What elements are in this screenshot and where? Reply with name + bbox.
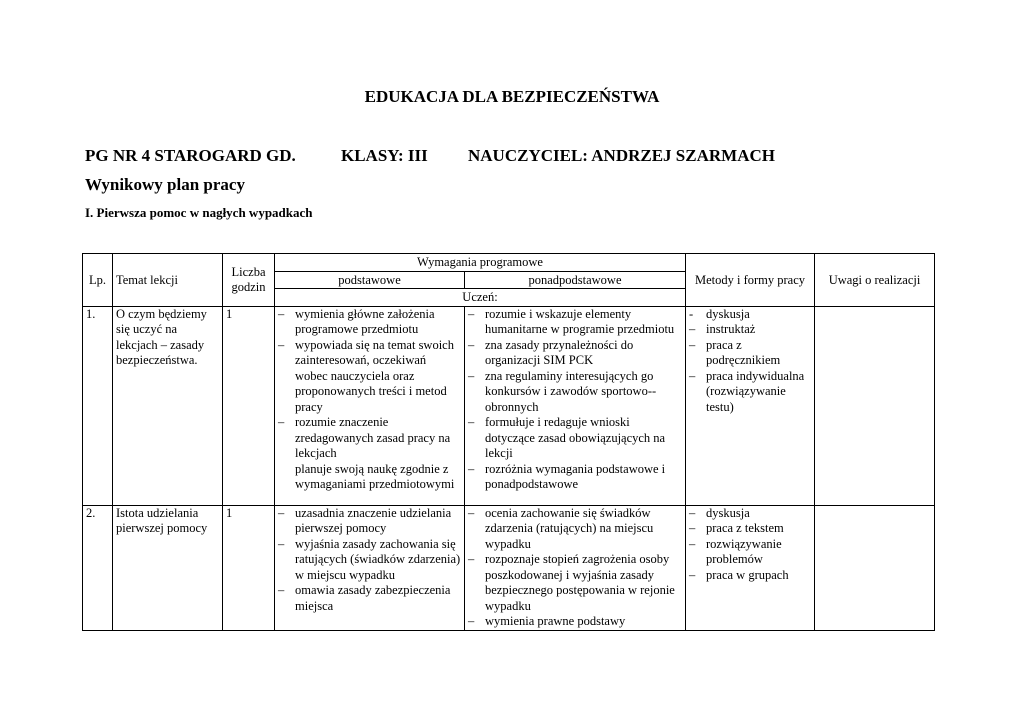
- bullet-dash: –: [468, 368, 475, 383]
- bullet-dash: –: [689, 322, 696, 336]
- list-item: [689, 307, 811, 323]
- list-item: [689, 506, 811, 522]
- list-item: [278, 415, 461, 462]
- header-lp: Lp.: [83, 254, 113, 307]
- header-topic: Temat lekcji: [113, 254, 223, 307]
- list-item: [468, 369, 682, 416]
- list-item: [689, 369, 811, 416]
- row-lp: 2.: [83, 505, 113, 630]
- list-item-text: wypowiada się na temat swoich zainteresowań, oczekiwań wobec nauczyciela oraz proponowanych treści i metod pracy: [295, 337, 454, 414]
- bullet-dash: –: [689, 536, 696, 551]
- list-item: [689, 338, 811, 369]
- list-item: [689, 521, 811, 537]
- list-item: [468, 462, 682, 493]
- list-item: [468, 506, 682, 553]
- bullet-dash: –: [689, 337, 696, 352]
- bullet-dash: –: [278, 306, 285, 321]
- classes-label: KLASY: III: [341, 146, 428, 165]
- header-hours-line2: godzin: [231, 280, 266, 295]
- bullet-dash: –: [278, 505, 285, 520]
- header-advanced: ponadpodstawowe: [465, 271, 686, 289]
- header-requirements: Wymagania programowe: [275, 254, 686, 272]
- table-row: [83, 505, 935, 630]
- list-item-text: formułuje i redaguje wnioski dotyczące zasad obowiązujących na lekcji: [485, 415, 666, 460]
- list-item: [278, 506, 461, 537]
- list-item-text: omawia zasady zabezpieczenia miejsca: [295, 583, 451, 613]
- bullet-dash: –: [278, 415, 285, 429]
- row-basic: [275, 505, 465, 630]
- bullet-dash: –: [689, 505, 696, 520]
- list-item-text: dyskusja: [706, 306, 750, 321]
- header-basic: podstawowe: [275, 271, 465, 289]
- list-item: [689, 568, 811, 584]
- header-methods: Metody i formy pracy: [686, 254, 815, 307]
- list-item-text: zna zasady przynależności do organizacji SIM PCK: [485, 337, 634, 367]
- list-item-text: praca z podręcznikiem: [706, 337, 781, 367]
- list-item-text: praca w grupach: [706, 567, 789, 582]
- list-item-text: praca z tekstem: [706, 521, 784, 535]
- bullet-dash: -: [689, 306, 694, 321]
- row-notes: [815, 306, 935, 505]
- list-item: [689, 322, 811, 338]
- list-item-text: uzasadnia znaczenie udzielania pierwszej pomocy: [295, 505, 452, 535]
- row-advanced: [465, 306, 686, 505]
- list-item: [278, 583, 461, 614]
- row-hours: 1: [223, 306, 275, 505]
- list-item-text: rozumie i wskazuje elementy humanitarne w programie przedmiotu: [485, 306, 675, 336]
- list-item-text: wymienia główne założenia programowe przedmiotu: [295, 306, 435, 336]
- row-methods: [686, 306, 815, 505]
- header-notes: Uwagi o realizacji: [815, 254, 935, 307]
- row-topic: O czym będziemy się uczyć na lekcjach – zasady bezpieczeństwa.: [113, 306, 223, 505]
- header-hours-line1: Liczba: [231, 264, 266, 279]
- teacher-label: NAUCZYCIEL: ANDRZEJ SZARMACH: [468, 146, 775, 165]
- list-item-text: rozpoznaje stopień zagrożenia osoby poszkodowanej i wyjaśnia zasady bezpiecznego postępowania w rejonie wypadku: [485, 552, 675, 613]
- bullet-dash: –: [468, 614, 475, 628]
- list-item: [278, 307, 461, 338]
- list-item: [468, 307, 682, 338]
- plan-title: Wynikowy plan pracy: [85, 175, 245, 194]
- list-item-text: ocenia zachowanie się świadków zdarzenia (ratujących) na miejscu wypadku: [485, 505, 654, 551]
- row-methods: [686, 505, 815, 630]
- bullet-dash: –: [689, 521, 696, 535]
- header-student: Uczeń:: [275, 289, 686, 307]
- list-item-text: instruktaż: [706, 322, 756, 336]
- header-hours: [223, 254, 275, 307]
- table-row: [83, 306, 935, 505]
- section-title: I. Pierwsza pomoc w nagłych wypadkach: [85, 205, 313, 220]
- bullet-dash: –: [278, 337, 285, 352]
- bullet-dash: –: [468, 306, 475, 321]
- bullet-dash: –: [689, 567, 696, 582]
- document-title: EDUKACJA DLA BEZPIECZEŃSTWA: [364, 87, 660, 106]
- list-item: [468, 415, 682, 462]
- list-item-text: planuje swoją naukę zgodnie z wymaganiami przedmiotowymi: [295, 461, 455, 491]
- list-item: [278, 537, 461, 584]
- list-item-text: rozróżnia wymagania podstawowe i ponadpodstawowe: [485, 461, 666, 491]
- row-topic: Istota udzielania pierwszej pomocy: [113, 505, 223, 630]
- list-item: [468, 614, 682, 630]
- list-item-text: rozwiązywanie problemów: [706, 536, 782, 566]
- bullet-dash: –: [468, 505, 475, 520]
- list-item-text: wyjaśnia zasady zachowania się ratujących (świadków zdarzenia) w miejscu wypadku: [295, 536, 461, 582]
- bullet-dash: –: [468, 461, 475, 476]
- bullet-dash: –: [278, 536, 285, 551]
- school-name: PG NR 4 STAROGARD GD.: [85, 146, 296, 165]
- list-item: [689, 537, 811, 568]
- row-notes: [815, 505, 935, 630]
- list-item-text: dyskusja: [706, 505, 750, 520]
- bullet-dash: –: [468, 337, 475, 352]
- row-lp: 1.: [83, 306, 113, 505]
- list-item-text: rozumie znaczenie zredagowanych zasad pracy na lekcjach: [295, 415, 451, 460]
- bullet-dash: –: [468, 415, 475, 429]
- row-advanced: [465, 505, 686, 630]
- bullet-dash: –: [689, 368, 696, 383]
- list-item-text: praca indywidualna (rozwiązywanie testu): [706, 368, 805, 414]
- list-item-text: zna regulaminy interesujących go konkursów i zawodów sportowo--obronnych: [485, 368, 657, 414]
- list-item: [278, 462, 461, 493]
- list-item: [468, 552, 682, 614]
- list-item: [278, 338, 461, 416]
- list-item: [468, 338, 682, 369]
- row-basic: [275, 306, 465, 505]
- bullet-dash: –: [278, 583, 285, 597]
- bullet-dash: –: [468, 552, 475, 566]
- plan-table: [82, 253, 935, 631]
- row-hours: 1: [223, 505, 275, 630]
- list-item-text: wymienia prawne podstawy: [485, 614, 626, 628]
